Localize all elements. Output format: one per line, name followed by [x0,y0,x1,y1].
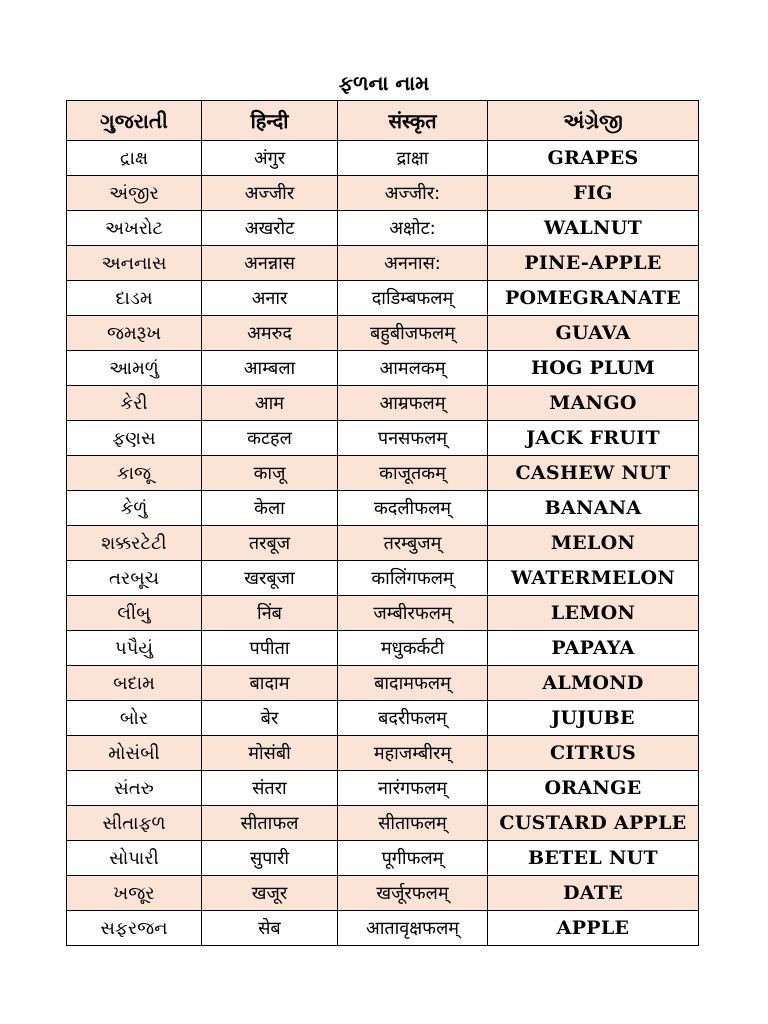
cell-sanskrit: कदलीफलम् [338,491,488,526]
table-row [67,841,699,876]
cell-english: ORANGE [488,771,699,806]
table-row [67,351,699,386]
cell-hindi: काजू [202,456,338,491]
cell-english: JACK FRUIT [488,421,699,456]
table-row [67,561,699,596]
cell-sanskrit: अननास: [338,246,488,281]
cell-english: WATERMELON [488,561,699,596]
cell-gujarati: સીતાફળ [67,806,202,841]
header-hindi: हिन्दी [202,101,338,141]
cell-hindi: अनन्नास [202,246,338,281]
cell-gujarati: જમરૂખ [67,316,202,351]
table-row [67,631,699,666]
cell-english: APPLE [488,911,699,946]
cell-hindi: खरबूजा [202,561,338,596]
cell-english: FIG [488,176,699,211]
cell-hindi: पपीता [202,631,338,666]
table-row [67,771,699,806]
cell-hindi: अखरोट [202,211,338,246]
table-row [67,736,699,771]
cell-english: JUJUBE [488,701,699,736]
cell-english: PAPAYA [488,631,699,666]
table-row [67,491,699,526]
cell-hindi: अनार [202,281,338,316]
cell-hindi: खजूर [202,876,338,911]
cell-gujarati: બદામ [67,666,202,701]
cell-hindi: अंगुर [202,141,338,176]
cell-hindi: बादाम [202,666,338,701]
cell-hindi: आम [202,386,338,421]
cell-gujarati: દ્રાક્ષ [67,141,202,176]
cell-sanskrit: पूगीफलम् [338,841,488,876]
cell-hindi: कटहल [202,421,338,456]
cell-sanskrit: नारंगफलम् [338,771,488,806]
table-row [67,911,699,946]
cell-hindi: तरबूज [202,526,338,561]
cell-sanskrit: अक्षोट: [338,211,488,246]
cell-hindi: अमरुद [202,316,338,351]
cell-gujarati: સોપારી [67,841,202,876]
table-row [67,666,699,701]
table-row [67,281,699,316]
cell-gujarati: ફણસ [67,421,202,456]
cell-gujarati: તરબૂચ [67,561,202,596]
cell-hindi: आम्बला [202,351,338,386]
cell-hindi: केला [202,491,338,526]
cell-sanskrit: दाडिम्बफलम् [338,281,488,316]
cell-hindi: सीताफल [202,806,338,841]
cell-english: GUAVA [488,316,699,351]
cell-gujarati: લીંબુ [67,596,202,631]
table-row [67,806,699,841]
fruit-names-table [66,100,699,946]
cell-sanskrit: आम्रफलम् [338,386,488,421]
header-row [67,101,699,141]
cell-english: BETEL NUT [488,841,699,876]
cell-gujarati: પપૈયું [67,631,202,666]
header-sanskrit: संस्कृत [338,101,488,141]
cell-english: PINE-APPLE [488,246,699,281]
cell-sanskrit: जम्बीरफलम् [338,596,488,631]
cell-hindi: सेब [202,911,338,946]
table-row [67,526,699,561]
cell-gujarati: અખરોટ [67,211,202,246]
table-row [67,246,699,281]
cell-gujarati: કાજૂ [67,456,202,491]
cell-english: CUSTARD APPLE [488,806,699,841]
table-row [67,141,699,176]
cell-sanskrit: सीताफलम् [338,806,488,841]
cell-english: CASHEW NUT [488,456,699,491]
cell-gujarati: સંતરુ [67,771,202,806]
cell-sanskrit: बहुबीजफलम् [338,316,488,351]
cell-english: DATE [488,876,699,911]
cell-sanskrit: द्राक्षा [338,141,488,176]
cell-hindi: अज्जीर [202,176,338,211]
cell-sanskrit: पनसफलम् [338,421,488,456]
cell-gujarati: બોર [67,701,202,736]
table-row [67,176,699,211]
cell-sanskrit: आतावृक्षफलम् [338,911,488,946]
cell-sanskrit: मधुकर्कटी [338,631,488,666]
cell-gujarati: કેળું [67,491,202,526]
header-english: અંગ્રેજી [488,101,699,141]
cell-hindi: बेर [202,701,338,736]
cell-english: ALMOND [488,666,699,701]
table-row [67,421,699,456]
cell-gujarati: અનનાસ [67,246,202,281]
cell-english: WALNUT [488,211,699,246]
cell-english: GRAPES [488,141,699,176]
cell-english: CITRUS [488,736,699,771]
cell-gujarati: કેરી [67,386,202,421]
table-row [67,596,699,631]
cell-sanskrit: तरम्बुजम् [338,526,488,561]
cell-english: MANGO [488,386,699,421]
cell-gujarati: આમળું [67,351,202,386]
cell-hindi: संतरा [202,771,338,806]
header-gujarati: ગુજરાતી [67,101,202,141]
cell-gujarati: સફરજન [67,911,202,946]
table-row [67,386,699,421]
cell-hindi: सुपारी [202,841,338,876]
table-row [67,316,699,351]
table-row [67,876,699,911]
cell-english: MELON [488,526,699,561]
cell-gujarati: દાડમ [67,281,202,316]
cell-sanskrit: महाजम्बीरम् [338,736,488,771]
cell-gujarati: ખજૂર [67,876,202,911]
cell-sanskrit: खर्जूरफलम् [338,876,488,911]
page-title: ફળના નામ [338,71,430,95]
cell-english: POMEGRANATE [488,281,699,316]
cell-gujarati: શક્કરટેટી [67,526,202,561]
cell-english: BANANA [488,491,699,526]
cell-sanskrit: बादामफलम् [338,666,488,701]
cell-gujarati: અંજીર [67,176,202,211]
cell-sanskrit: अज्जीर: [338,176,488,211]
cell-sanskrit: बदरीफलम् [338,701,488,736]
table-row [67,456,699,491]
table-row [67,211,699,246]
cell-sanskrit: काजूतकम् [338,456,488,491]
cell-hindi: मोसंबी [202,736,338,771]
cell-gujarati: મોસંબી [67,736,202,771]
cell-sanskrit: आमलकम् [338,351,488,386]
cell-english: LEMON [488,596,699,631]
cell-hindi: निंब [202,596,338,631]
table-row [67,701,699,736]
cell-english: HOG PLUM [488,351,699,386]
cell-sanskrit: कालिंगफलम् [338,561,488,596]
